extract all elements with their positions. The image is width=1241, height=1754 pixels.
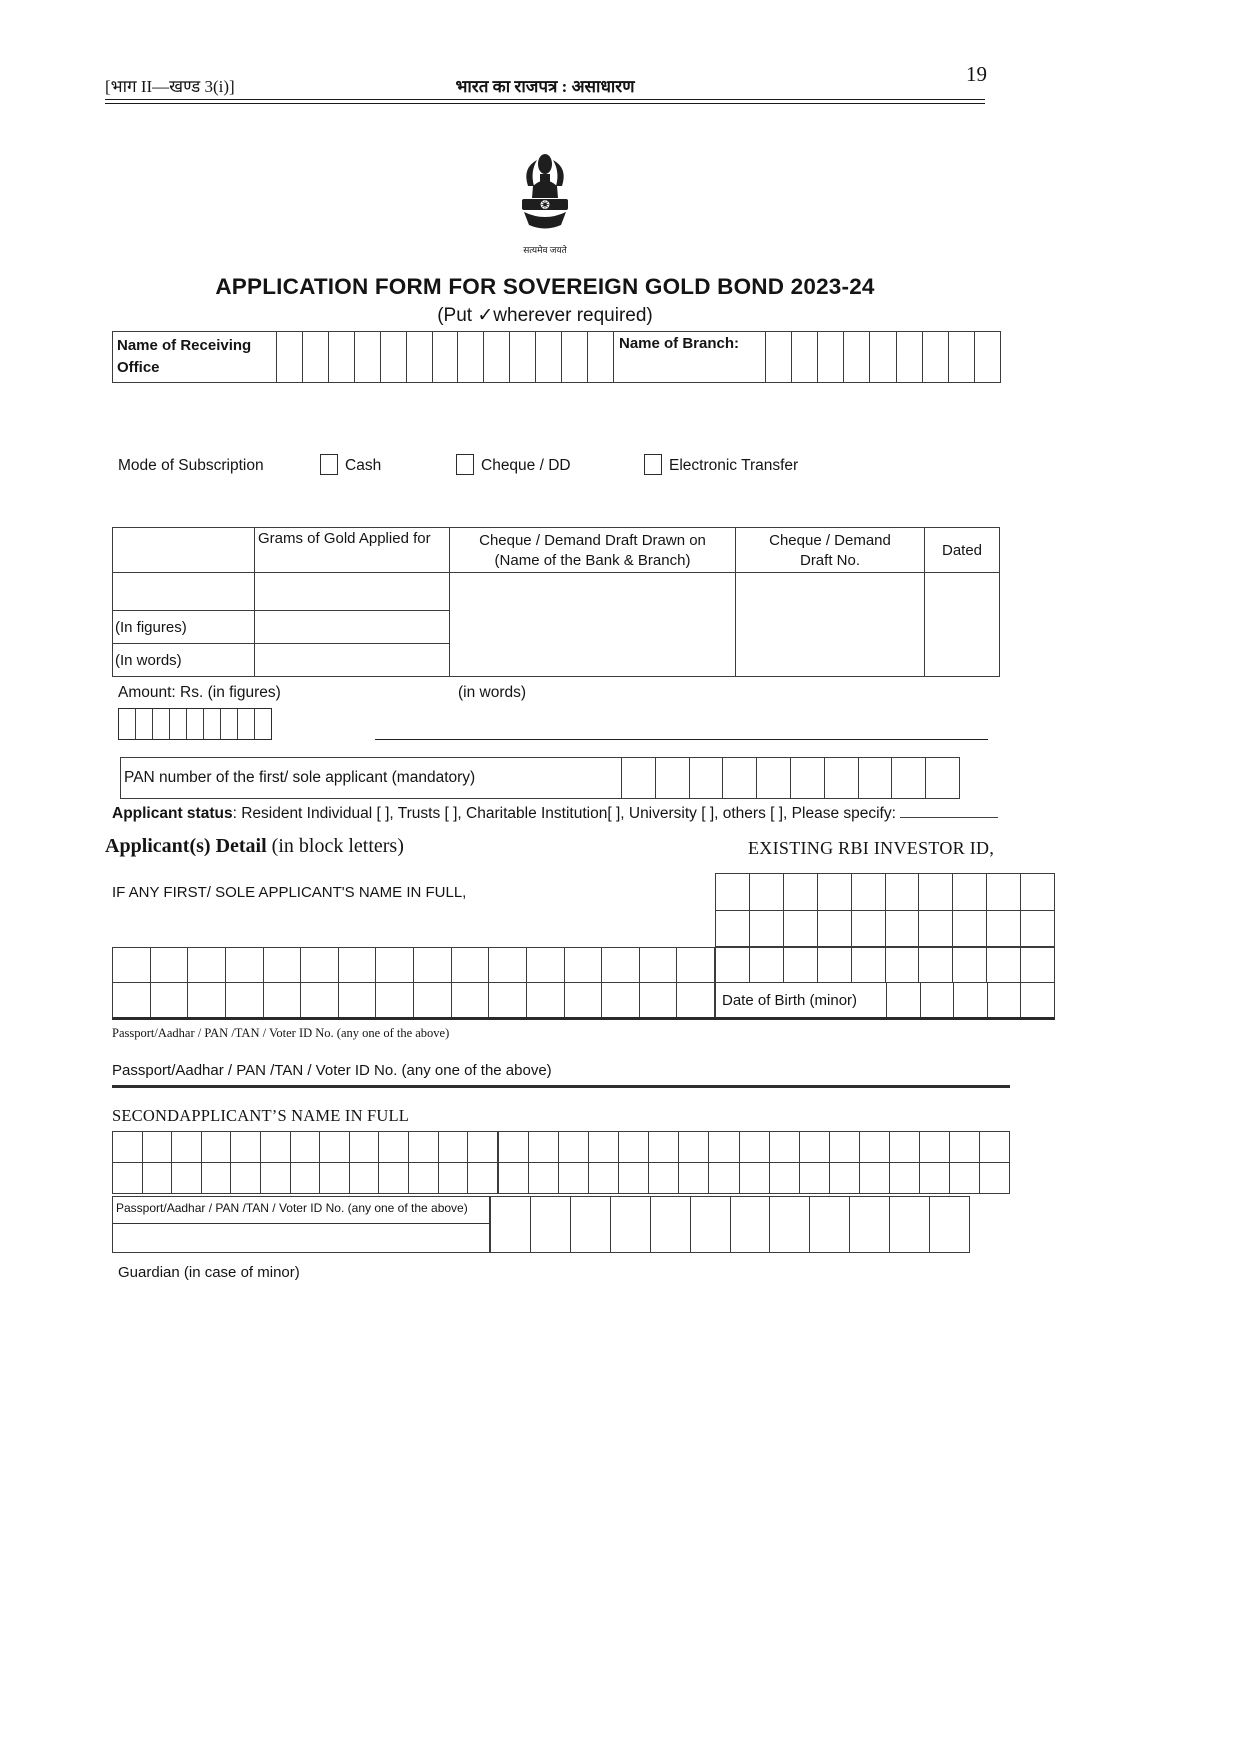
name-grid-row2-left[interactable] [113,983,714,1017]
grid-cell[interactable] [378,1163,408,1193]
name-grid-row1 [113,948,1054,983]
grid-cell[interactable] [708,1132,738,1162]
grid-cell[interactable] [338,948,376,982]
gold-table-left-rows [113,573,449,676]
grid-cell[interactable] [799,1132,829,1162]
grid-cell[interactable] [859,1163,889,1193]
gold-table-header-empty [113,528,254,572]
grid-cell[interactable] [1020,911,1054,947]
receiving-office-cells[interactable] [277,332,613,382]
applicant-detail-heading-suffix: (in block letters) [266,835,404,857]
grid-cell[interactable] [277,332,302,382]
grid-cell[interactable] [601,983,639,1017]
gold-application-table [112,527,1000,677]
id-note: Passport/Aadhar / PAN /TAN / Voter ID No. (any one of the above) [112,1062,552,1079]
grid-cell[interactable] [949,1132,979,1162]
grid-cell[interactable] [119,709,135,739]
grid-cell[interactable] [739,1132,769,1162]
receiving-office-label: Name of Receiving Office [113,332,277,382]
grid-cell[interactable] [530,1197,570,1252]
grid-cell[interactable] [483,332,509,382]
grid-cell[interactable] [113,983,150,1017]
second-grid-row1 [113,1132,1009,1163]
grid-cell[interactable] [851,911,885,947]
grid-cell[interactable] [769,1163,799,1193]
second-grid-row2-left[interactable] [113,1163,497,1193]
grid-cell[interactable] [716,948,749,982]
grams-header: Grams of Gold Applied for [254,528,449,572]
grid-cell[interactable] [1020,948,1054,982]
second-applicant-id-cells[interactable] [490,1196,970,1253]
grid-cell[interactable] [380,332,406,382]
electronic-transfer-label: Electronic Transfer [669,457,799,474]
grid-cell[interactable] [843,332,869,382]
grid-cell[interactable] [858,758,892,798]
grid-cell[interactable] [113,1132,142,1162]
grid-cell[interactable] [849,1197,889,1252]
grid-cell[interactable] [499,1132,528,1162]
rbi-grid-row2[interactable] [716,911,1054,947]
grid-cell[interactable] [408,1163,438,1193]
grid-cell[interactable] [769,1197,809,1252]
grid-cell[interactable] [491,1197,530,1252]
grid-cell[interactable] [150,948,188,982]
grid-cell[interactable] [690,1197,730,1252]
first-applicant-name-label: IF ANY FIRST/ SOLE APPLICANT'S NAME IN FULL, [112,884,467,901]
grid-cell[interactable] [499,1163,528,1193]
draft-no-line2: Draft No. [799,552,860,570]
grid-cell[interactable] [889,1132,919,1162]
grid-cell[interactable] [488,948,526,982]
cheque-drawn-on-line1: Cheque / Demand Draft Drawn on [479,532,706,549]
form-instruction: (Put ✓wherever required) [437,305,653,326]
grid-cell[interactable] [953,983,987,1017]
second-grid-row1-left[interactable] [113,1132,497,1162]
grid-cell[interactable] [564,983,602,1017]
grid-cell[interactable] [457,332,483,382]
grid-cell[interactable] [756,758,790,798]
grid-cell[interactable] [869,332,895,382]
grid-cell[interactable] [769,1132,799,1162]
grid-cell[interactable] [201,1132,231,1162]
grid-cell[interactable] [375,983,413,1017]
grid-cell[interactable] [979,1163,1009,1193]
emblem-of-india-icon [513,152,577,236]
grid-cell[interactable] [648,1163,678,1193]
grid-cell[interactable] [408,1132,438,1162]
branch-name-cells[interactable] [766,332,1000,382]
grid-cell[interactable] [639,983,677,1017]
grid-cell[interactable] [203,709,220,739]
page-number: 19 [966,62,987,86]
in-words-label: (In words) [115,651,182,669]
grid-cell[interactable] [730,1197,770,1252]
grid-cell[interactable] [378,1132,408,1162]
amount-words-line[interactable] [375,739,988,740]
grid-cell[interactable] [354,332,380,382]
grid-cell[interactable] [406,332,432,382]
mode-of-subscription-row [112,452,872,482]
dated-header: Dated [924,528,999,572]
grid-cell[interactable] [467,1132,497,1162]
grid-cell[interactable] [526,948,564,982]
grid-cell[interactable] [570,1197,610,1252]
rbi-grid-row1[interactable] [716,874,1054,911]
first-applicant-name-grid [112,947,1055,1020]
grid-cell[interactable] [558,1132,588,1162]
grid-cell[interactable] [783,911,817,947]
grid-cell[interactable] [171,1132,201,1162]
grid-cell[interactable] [817,911,851,947]
grid-cell[interactable] [152,709,169,739]
grid-cell[interactable] [918,948,952,982]
grid-cell[interactable] [588,1163,618,1193]
applicant-status-line [112,804,1012,823]
second-applicant-id-input[interactable] [113,1224,489,1252]
grid-cell[interactable] [451,948,489,982]
grid-cell[interactable] [974,332,1000,382]
gold-empty-row-input[interactable] [254,573,449,610]
grid-cell[interactable] [225,948,263,982]
grid-cell[interactable] [618,1132,648,1162]
grid-cell[interactable] [689,758,723,798]
grid-cell[interactable] [896,332,922,382]
grid-cell[interactable] [885,911,919,947]
grid-cell[interactable] [413,983,451,1017]
grid-cell[interactable] [851,874,885,910]
grid-cell[interactable] [254,709,271,739]
grid-cell[interactable] [1020,874,1054,910]
grid-cell[interactable] [601,948,639,982]
gold-table-header [113,528,999,573]
date-of-birth-cells[interactable] [886,983,1054,1017]
form-title: APPLICATION FORM FOR SOVEREIGN GOLD BOND 2023-24 [215,274,875,299]
grid-cell[interactable] [885,874,919,910]
grid-cell[interactable] [451,983,489,1017]
second-applicant-name-grid [112,1131,1010,1194]
second-grid-row1-right[interactable] [497,1132,1009,1162]
dated-input[interactable] [924,573,999,676]
grid-cell[interactable] [851,948,885,982]
rbi-investor-id-label: EXISTING RBI INVESTOR ID, [748,838,995,858]
in-figures-label: (In figures) [115,618,187,636]
grid-cell[interactable] [766,332,791,382]
amount-figure-cells[interactable] [118,708,272,740]
grid-cell[interactable] [432,332,458,382]
emblem-motto: सत्यमेव जयते [523,245,567,255]
id-note-line[interactable] [112,1085,1010,1088]
grid-cell[interactable] [918,911,952,947]
grid-cell[interactable] [676,983,714,1017]
applicant-status-options: : Resident Individual [ ], Trusts [ ], Charitable Institution[ ], University [ ], others [ ], Please specify: [232,805,901,822]
grid-cell[interactable] [887,983,920,1017]
grid-cell[interactable] [791,332,817,382]
grid-cell[interactable] [1020,983,1054,1017]
grid-cell[interactable] [564,948,602,982]
grid-cell[interactable] [889,1163,919,1193]
grid-cell[interactable] [621,758,655,798]
grid-cell[interactable] [817,948,851,982]
grid-cell[interactable] [716,874,749,910]
grid-cell[interactable] [142,1163,172,1193]
name-grid-row1-left[interactable] [113,948,714,982]
electronic-transfer-checkbox[interactable] [644,454,662,475]
grid-cell[interactable] [135,709,152,739]
grid-cell[interactable] [979,1132,1009,1162]
emblem-block [105,152,985,256]
grid-cell[interactable] [610,1197,650,1252]
grid-cell[interactable] [328,332,354,382]
grid-cell[interactable] [749,874,783,910]
pan-cells[interactable] [621,758,959,798]
grid-cell[interactable] [438,1163,468,1193]
cash-checkbox[interactable] [320,454,338,475]
second-applicant-heading: SECONDAPPLICANT’S NAME IN FULL [112,1106,410,1125]
grid-cell[interactable] [319,1163,349,1193]
grid-cell[interactable] [302,332,328,382]
grid-cell[interactable] [220,709,237,739]
gazette-part-label: [भाग II—खण्ड 3(i)] [105,77,235,96]
second-grid-row2-right[interactable] [497,1163,1009,1193]
applicant-detail-heading [105,835,404,858]
name-grid-row1-right-cells[interactable] [716,948,1054,982]
grid-cell[interactable] [952,911,986,947]
amount-figures-label: Amount: Rs. (in figures) [118,684,281,701]
grid-cell[interactable] [948,332,974,382]
gold-in-figures-row [113,611,449,644]
grid-cell[interactable] [526,983,564,1017]
grid-cell[interactable] [783,948,817,982]
draft-no-line1: Cheque / Demand [769,532,891,549]
grid-cell[interactable] [716,911,749,947]
grid-cell[interactable] [150,983,188,1017]
grid-cell[interactable] [655,758,689,798]
grid-cell[interactable] [413,948,451,982]
name-grid-row1-right [714,948,1054,982]
please-specify-line[interactable] [900,804,998,818]
in-words-input[interactable] [254,644,449,676]
grid-cell[interactable] [438,1132,468,1162]
grid-cell[interactable] [300,948,338,982]
applicant-detail-heading-bold: Applicant(s) Detail [105,835,267,857]
grid-cell[interactable] [319,1132,349,1162]
grid-cell[interactable] [588,1132,618,1162]
cash-label: Cash [345,457,382,474]
grid-cell[interactable] [648,1132,678,1162]
gold-in-words-row [113,644,449,676]
applicant-status-label: Applicant status [112,805,233,822]
grid-cell[interactable] [528,1163,558,1193]
cheque-drawn-on-header [449,528,735,572]
guardian-label: Guardian (in case of minor) [118,1264,300,1281]
branch-name-label: Name of Branch: [613,332,766,382]
grid-cell[interactable] [169,709,186,739]
grid-cell[interactable] [587,332,613,382]
grid-cell[interactable] [722,758,756,798]
grid-cell[interactable] [919,1163,949,1193]
grid-cell[interactable] [349,1132,379,1162]
grid-cell[interactable] [260,1163,290,1193]
grid-cell[interactable] [349,1163,379,1193]
second-grid-row2 [113,1163,1009,1193]
grid-cell[interactable] [201,1163,231,1193]
amount-words-label: (in words) [458,684,527,701]
in-figures-input[interactable] [254,611,449,643]
grid-cell[interactable] [171,1163,201,1193]
receiving-office-row [112,331,1001,383]
grid-cell[interactable] [187,948,225,982]
grid-cell[interactable] [817,332,843,382]
gazette-title: भारत का राजपत्र : असाधारण [455,77,635,96]
grid-cell[interactable] [922,332,948,382]
grid-cell[interactable] [925,758,959,798]
gold-empty-row [113,573,449,611]
rbi-investor-id-grid [715,873,1055,947]
grid-cell[interactable] [263,948,301,982]
grid-cell[interactable] [986,911,1020,947]
cheque-drawn-on-line2: (Name of the Bank & Branch) [494,552,691,570]
grid-cell[interactable] [889,1197,929,1252]
grid-cell[interactable] [467,1163,497,1193]
grid-cell[interactable] [783,874,817,910]
grid-cell[interactable] [809,1197,849,1252]
grid-cell[interactable] [375,948,413,982]
grid-cell[interactable] [891,758,925,798]
pan-label: PAN number of the first/ sole applicant (mandatory) [124,769,476,786]
grid-cell[interactable] [186,709,203,739]
grid-cell[interactable] [885,948,919,982]
grid-cell[interactable] [237,709,254,739]
grid-cell[interactable] [225,983,263,1017]
grid-cell[interactable] [230,1132,260,1162]
grid-cell[interactable] [558,1163,588,1193]
draft-no-header [735,528,924,572]
grid-cell[interactable] [509,332,535,382]
grid-cell[interactable] [650,1197,690,1252]
grid-cell[interactable] [678,1132,708,1162]
grid-cell[interactable] [676,948,714,982]
grid-cell[interactable] [986,874,1020,910]
grid-cell[interactable] [535,332,561,382]
date-of-birth-label: Date of Birth (minor) [722,991,858,1009]
grid-cell[interactable] [739,1163,769,1193]
grid-cell[interactable] [187,983,225,1017]
grid-cell[interactable] [799,1163,829,1193]
pan-row [120,757,960,799]
grid-cell[interactable] [260,1132,290,1162]
grid-cell[interactable] [142,1132,172,1162]
cheque-drawn-on-input[interactable] [449,573,735,676]
grid-cell[interactable] [749,948,783,982]
grid-cell[interactable] [824,758,858,798]
grid-cell[interactable] [949,1163,979,1193]
grid-cell[interactable] [987,983,1021,1017]
grid-cell[interactable] [749,911,783,947]
second-applicant-id-label: Passport/Aadhar / PAN /TAN / Voter ID No. (any one of the above) [113,1197,489,1224]
grid-cell[interactable] [113,1163,142,1193]
grid-cell[interactable] [829,1132,859,1162]
grid-cell[interactable] [678,1163,708,1193]
grid-cell[interactable] [929,1197,969,1252]
grid-cell[interactable] [528,1132,558,1162]
grid-cell[interactable] [338,983,376,1017]
grid-cell[interactable] [300,983,338,1017]
grid-cell[interactable] [952,948,986,982]
grid-cell[interactable] [488,983,526,1017]
grid-cell[interactable] [113,948,150,982]
grid-cell[interactable] [290,1132,320,1162]
grid-cell[interactable] [618,1163,648,1193]
gold-empty-row-label [113,573,254,610]
gold-table-body [113,573,999,676]
cheque-dd-checkbox[interactable] [456,454,474,475]
header-divider [105,99,985,104]
grid-cell[interactable] [708,1163,738,1193]
grid-cell[interactable] [952,874,986,910]
grid-cell[interactable] [263,983,301,1017]
id-note-small: Passport/Aadhar / PAN /TAN / Voter ID No. (any one of the above) [112,1026,450,1040]
name-grid-row2-right [714,983,1054,1017]
mode-of-subscription-label: Mode of Subscription [118,457,264,474]
grid-cell[interactable] [230,1163,260,1193]
grid-cell[interactable] [859,1132,889,1162]
second-applicant-id-box [112,1196,490,1253]
grid-cell[interactable] [829,1163,859,1193]
cheque-dd-label: Cheque / DD [481,457,571,474]
name-grid-row2 [113,983,1054,1017]
grid-cell[interactable] [817,874,851,910]
grid-cell[interactable] [920,983,954,1017]
grid-cell[interactable] [290,1163,320,1193]
draft-no-input[interactable] [735,573,924,676]
grid-cell[interactable] [918,874,952,910]
grid-cell[interactable] [561,332,587,382]
grid-cell[interactable] [790,758,824,798]
grid-cell[interactable] [986,948,1020,982]
grid-cell[interactable] [639,948,677,982]
grid-cell[interactable] [919,1132,949,1162]
